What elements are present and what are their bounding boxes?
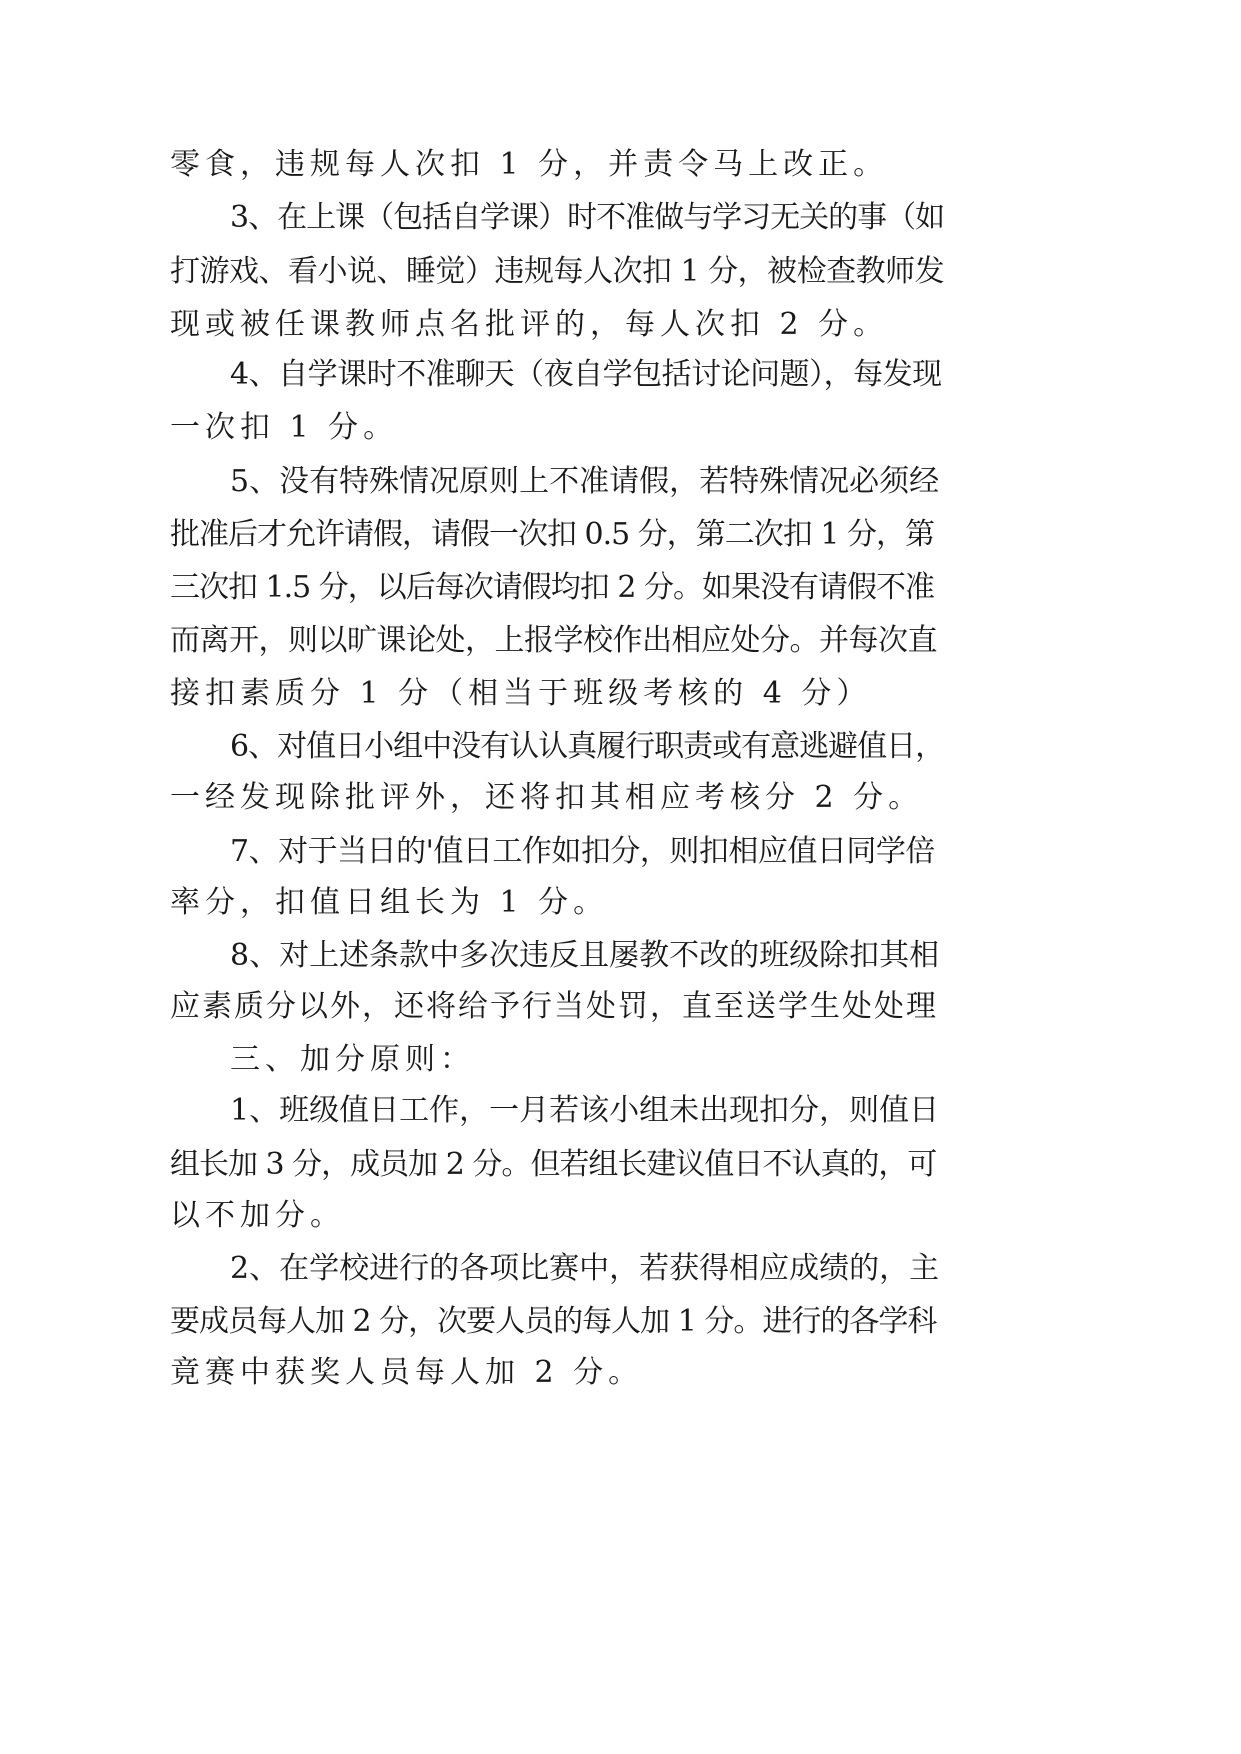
text-line: 以不加分。 <box>170 1198 345 1233</box>
text-line: 零食，违规每人次扣 1 分，并责令马上改正。 <box>170 147 889 182</box>
text-line: 8、对上述条款中多次违反且屡教不改的班级除扣其相 <box>230 938 940 973</box>
text-line: 组长加 3 分，成员加 2 分。但若组长建议值日不认真的，可 <box>170 1147 937 1182</box>
text-line: 应素质分以外，还将给予行当处罚，直至送学生处处理 <box>170 989 938 1024</box>
text-line: 竟赛中获奖人员每人加 2 分。 <box>170 1355 644 1390</box>
text-line: 三、加分原则： <box>230 1042 475 1077</box>
text-line: 率分，扣值日组长为 1 分。 <box>170 885 609 920</box>
text-line: 而离开，则以旷课论处，上报学校作出相应处分。并每次直 <box>170 623 937 658</box>
text-line: 1、班级值日工作，一月若该小组未出现扣分，则值日 <box>230 1093 940 1128</box>
text-line: 6、对值日小组中没有认认真履行职责或有意逃避值日， <box>230 729 945 764</box>
text-line: 7、对于当日的'值日工作如扣分，则扣相应值日同学倍 <box>230 834 935 869</box>
text-line: 4、自学课时不准聊天（夜自学包括讨论问题），每发现 <box>230 357 942 392</box>
text-line: 三次扣 1.5 分，以后每次请假均扣 2 分。如果没有请假不准 <box>170 570 934 605</box>
text-line: 现或被任课教师点名批评的，每人次扣 2 分。 <box>170 307 889 342</box>
text-line: 一经发现除批评外，还将扣其相应考核分 2 分。 <box>170 780 924 815</box>
text-line: 一次扣 1 分。 <box>170 410 399 445</box>
text-line: 打游戏、看小说、睡觉）违规每人次扣 1 分，被检查教师发 <box>170 254 945 289</box>
text-line: 要成员每人加 2 分，次要人员的每人加 1 分。进行的各学科 <box>170 1304 937 1339</box>
text-line: 2、在学校进行的各项比赛中，若获得相应成绩的，主 <box>230 1251 940 1286</box>
text-line: 3、在上课（包括自学课）时不准做与学习无关的事（如 <box>230 200 945 235</box>
text-line: 5、没有特殊情况原则上不准请假，若特殊情况必须经 <box>230 464 940 499</box>
text-line: 接扣素质分 1 分（相当于班级考核的 4 分） <box>170 676 872 711</box>
text-line: 批准后才允许请假，请假一次扣 0.5 分，第二次扣 1 分，第 <box>170 517 934 552</box>
